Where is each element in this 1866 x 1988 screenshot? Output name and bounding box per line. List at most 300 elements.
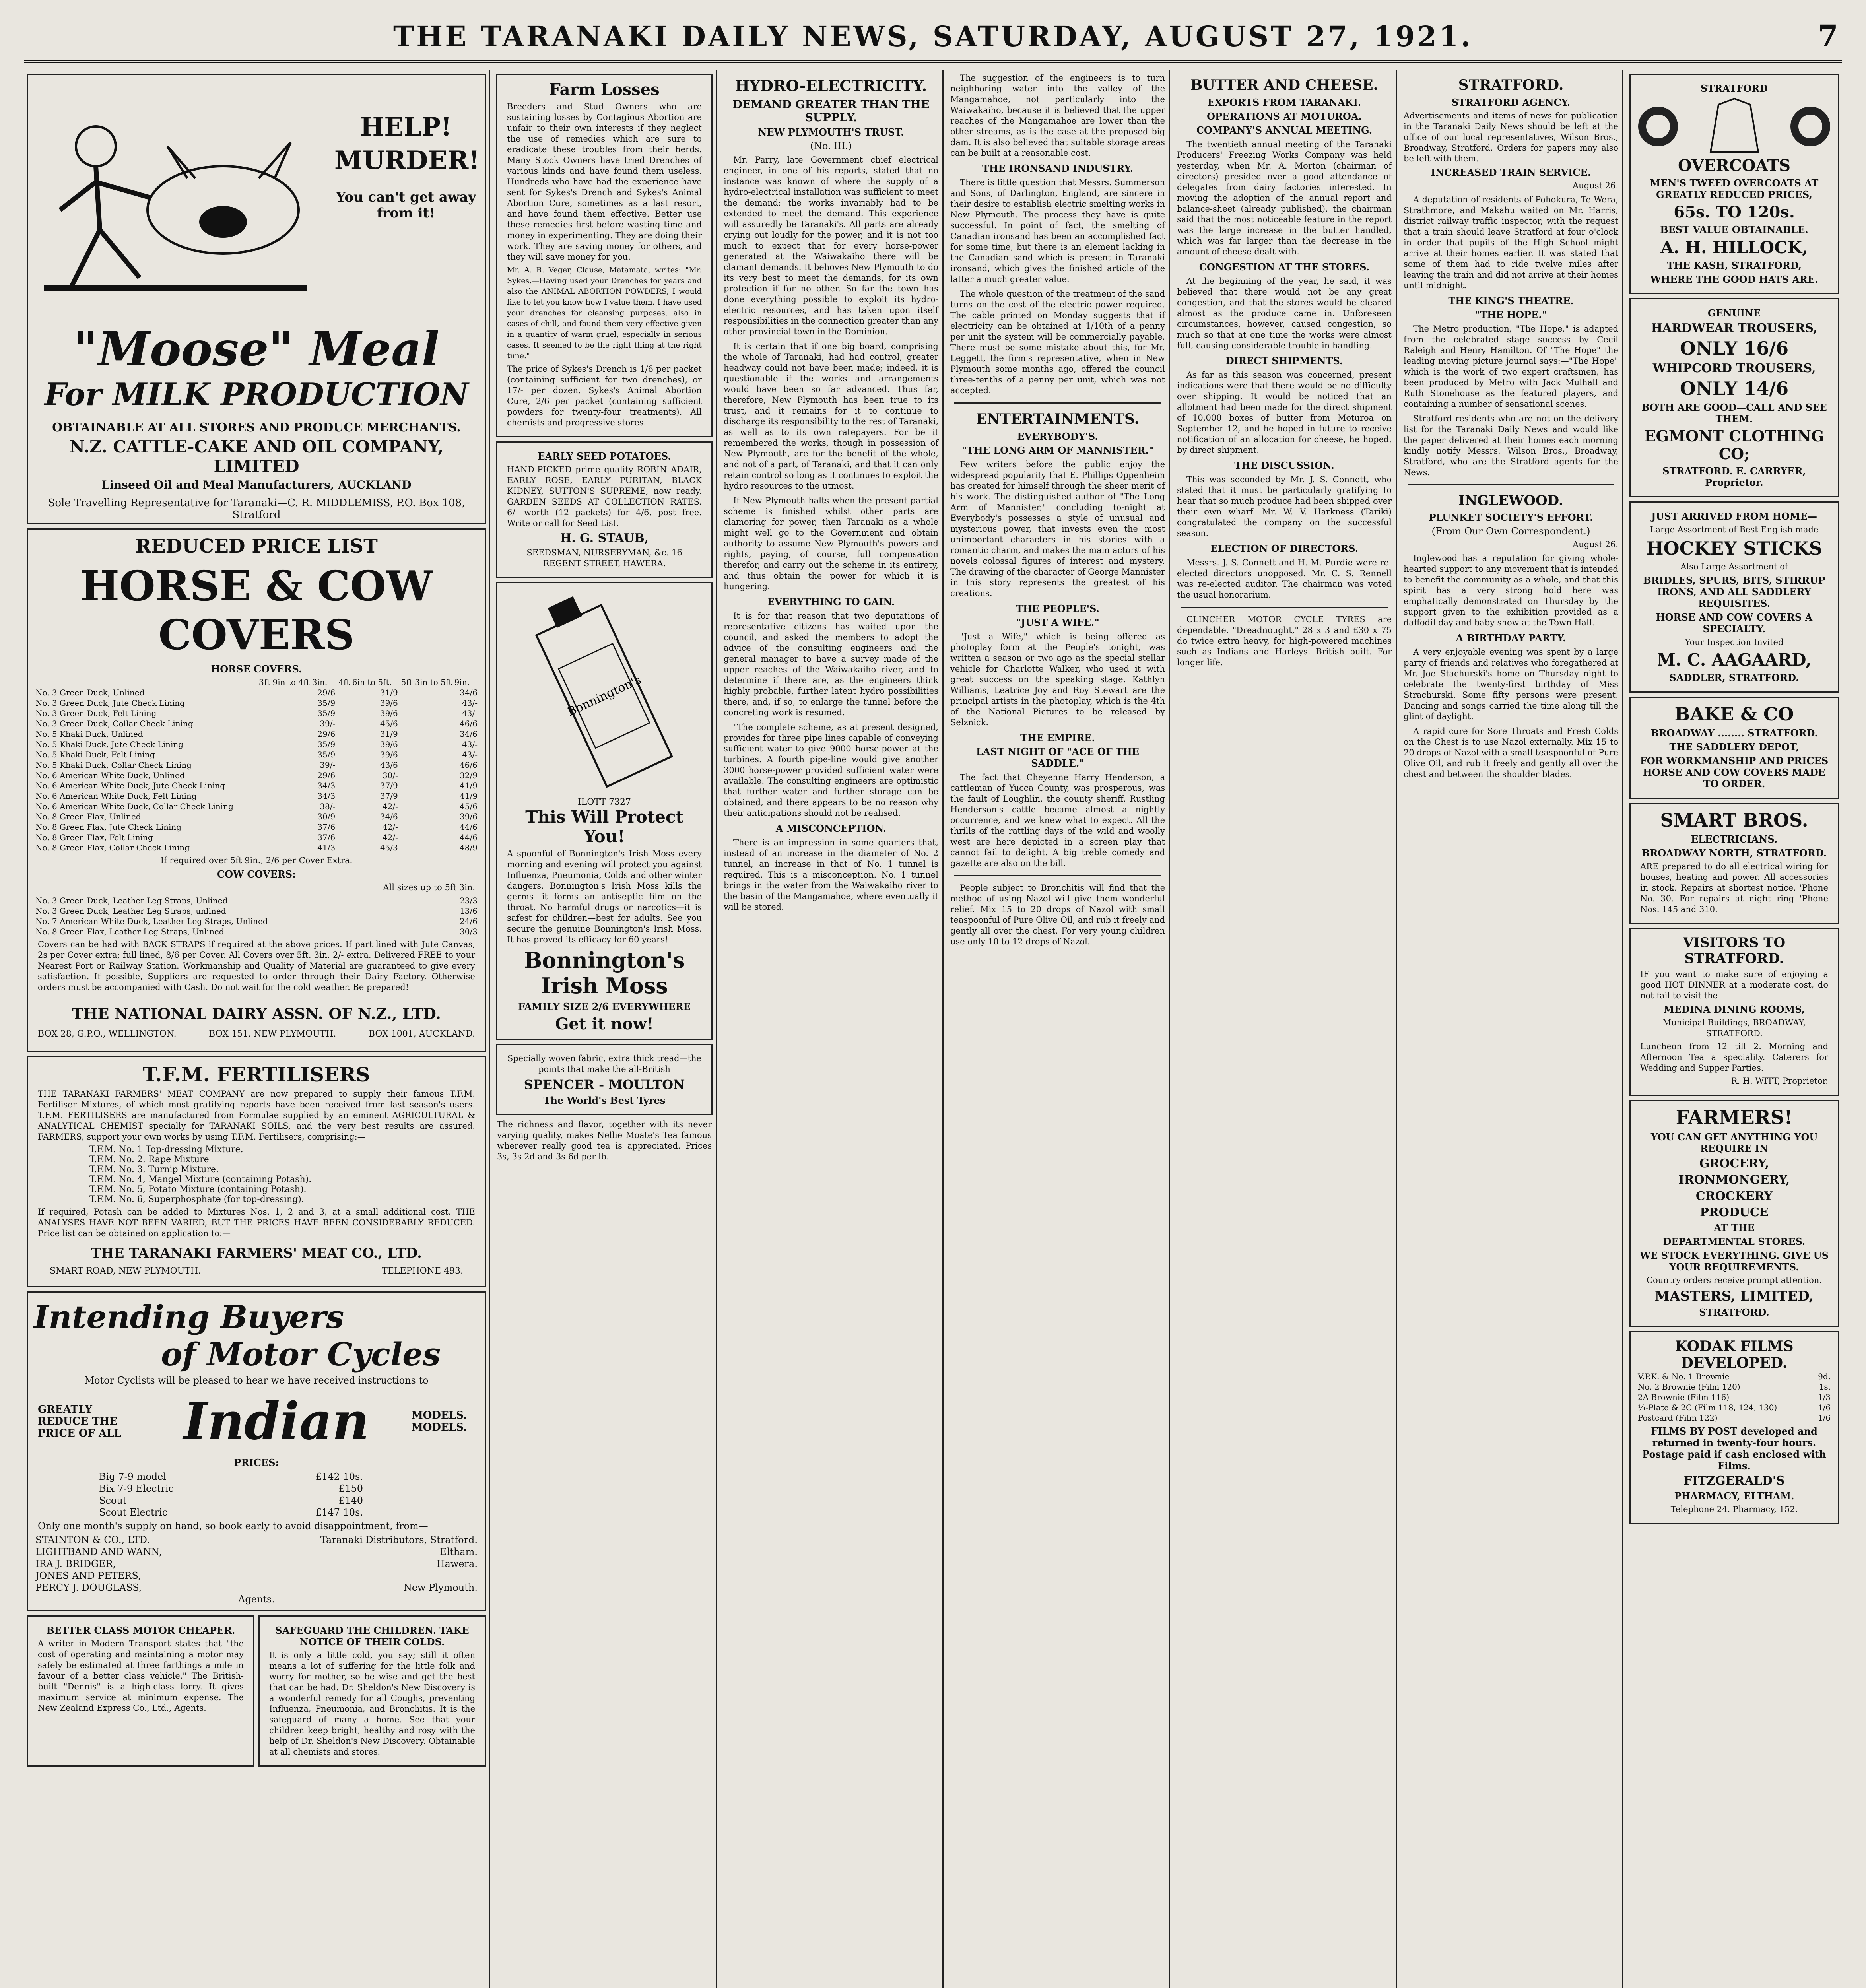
table-row xyxy=(34,906,479,916)
table-cell: 45/6 xyxy=(460,802,478,811)
table-cell: Scout Electric xyxy=(99,1507,168,1518)
table-row xyxy=(34,1546,479,1558)
table-cell: No. 3 Green Duck, Unlined xyxy=(35,688,145,697)
table-cell: 42/- xyxy=(382,833,398,842)
indian-title-2: of Motor Cycles xyxy=(161,1336,441,1373)
table-cell: 29/6 xyxy=(317,771,336,780)
table-cell: No. 3 Green Duck, Jute Check Lining xyxy=(35,698,185,708)
tfm-intro: THE TARANAKI FARMERS' MEAT COMPANY are now prepared to supply their famous T.F.M. Fertiliser Mixtures, of which most gratifying reports have been received from last season's users. T.F.M. FERTILISERS are manufactured from Formulae supplied by an eminent AGRICULTURAL & ANALYTICAL CHEMIST specially for TARANAKI SOILS, and the very best results are assured. FARMERS, support your own works by using T.F.M. Fertilisers, comprising:— xyxy=(38,1089,475,1142)
article-paragraph: The whole question of the treatment of the sand turns on the cost of the electric power required. The cable printed on Monday suggests that if electricity can be obtained at 1/10th of a penny per unit the system will be commercially payable. There must be some mistake about this, for Mr. Leggett, the firm's representative, when in New Plymouth some months ago, offered the council three-tenths of a penny per unit, which was not accepted. xyxy=(950,289,1165,395)
seed-text: HAND-PICKED prime quality ROBIN ADAIR, EARLY ROSE, EARLY PURITAN, BLACK KIDNEY, SUTTON'S SUPREME, now ready. GARDEN SEEDS AT COLLECTION RATES. 6/- worth (12 packets) for 4/6, post free. Write or call for Seed List. xyxy=(507,465,702,528)
list-item: T.F.M. No. 3, Turnip Mixture. xyxy=(89,1165,219,1175)
page-number: 7 xyxy=(1817,19,1838,53)
stratford-agency-text: Advertisements and items of news for publication in the Taranaki Daily News should be left at the office of our local representatives, Wilson Bros., Broadway, Stratford. Orders for papers may also be left with them. xyxy=(1404,111,1618,163)
article-paragraph: At the beginning of the year, he said, it was believed that there would not be any great congestion, and that the stores would be cleared almost as the produce came in. Unforeseen circumstances, however, caused congestion, so much so that at one time the works were almost full, causing considerable trouble in handling. xyxy=(1177,276,1392,350)
medina-ad xyxy=(1629,928,1839,1096)
indian-motorcycle-ad xyxy=(27,1291,486,1611)
bonnington-brand: Bonnington's xyxy=(524,947,685,973)
egmont-name: EGMONT CLOTHING CO; xyxy=(1644,427,1824,463)
article-subtitle: DEMAND GREATER THAN THE SUPPLY. xyxy=(732,98,930,124)
article-part: (No. III.) xyxy=(810,140,852,151)
safeguard-title: SAFEGUARD THE CHILDREN. TAKE NOTICE OF THEIR COLDS. xyxy=(275,1625,469,1648)
table-cell: 34/3 xyxy=(317,781,336,790)
article-paragraph: This was seconded by Mr. J. S. Connett, who stated that it must be particularly gratifying to hear that so much produce had been shipped over their own wharf. Mr. W. V. Harkness (Tariki) congratulated the company on the successful season. xyxy=(1177,475,1392,538)
table-cell: IRA J. BRIDGER, xyxy=(35,1558,116,1569)
tfm-phone: TELEPHONE 493. xyxy=(382,1266,463,1276)
table-cell: 23/3 xyxy=(460,896,478,905)
table-cell: 34/6 xyxy=(380,812,398,821)
table-header: 3ft 9in to 4ft 3in. xyxy=(259,678,328,687)
indian-intro: Motor Cyclists will be pleased to hear we have received instructions to xyxy=(84,1375,429,1386)
table-cell: 39/6 xyxy=(380,709,398,718)
produce: PRODUCE xyxy=(1700,1206,1769,1219)
seed-title: EARLY SEED POTATOES. xyxy=(538,450,671,462)
table-cell: V.P.K. & No. 1 Brownie xyxy=(1638,1372,1730,1381)
bake-address: BROADWAY ........ STRATFORD. xyxy=(1650,727,1818,739)
telephone: Telephone 24. Pharmacy, 152. xyxy=(1670,1505,1798,1514)
table-cell: No. 8 Green Flax, Leather Leg Straps, Unlined xyxy=(35,927,224,936)
table-row xyxy=(34,687,479,698)
table-header-row xyxy=(34,677,479,687)
dateline: August 26. xyxy=(1573,540,1618,549)
moose-product: For MILK PRODUCTION xyxy=(44,377,469,413)
smart-text: ARE prepared to do all electrical wiring for houses, heating and power. All accessories in stock. Repairs at shortest notice. 'Phone No. 30. For repairs at night ring 'Phone Nos. 145 and 310. xyxy=(1640,862,1828,914)
fits-badge-icon xyxy=(1788,105,1832,148)
table-cell: 31/9 xyxy=(380,729,398,739)
article-paragraph: Inglewood has a reputation for giving whole-hearted support to any movement that is intended to benefit the community as a whole, and that this spirit has a very strong hold here was emphatically demonstrated on Thursday by the support given to the exhibition provided as a daffodil day and baby show at the Town Hall. xyxy=(1404,553,1618,627)
table-row xyxy=(34,729,479,739)
table-cell: Eltham. xyxy=(440,1546,478,1557)
article-paragraph: "Just a Wife," which is being offered as photoplay form at the People's tonight, was written a season or two ago as the special stellar vehicle for Charlotte Walker, who used it with great success on the speaking stage. Kathlyn Williams, Leatrice Joy and Roy Stewart are the principal artists in the photoplay, which is the 4th of the National Pictures to be released by Selznick. xyxy=(950,632,1165,727)
crockery: CROCKERY xyxy=(1695,1189,1773,1203)
seed-desc: SEEDSMAN, NURSERYMAN, &c. 16 REGENT STREET, HAWERA. xyxy=(526,548,682,568)
table-cell: No. 6 American White Duck, Felt Lining xyxy=(35,791,197,801)
ace-of-saddle-heading: LAST NIGHT OF "ACE OF THE SADDLE." xyxy=(976,746,1139,769)
cow-covers-table xyxy=(34,895,479,937)
table-row xyxy=(34,1534,479,1546)
safeguard-text: It is only a little cold, you say; still it often means a lot of suffering for the little folk and worry for mother, so be wise and get the best that can be had. Dr. Sheldon's New Discovery is a wonderful remedy for all Coughs, preventing Influenza, Pneumonia, and Bronchitis. It is the safeguard of many a home. See that your children keep bright, healthy and rosy with the help of Dr. Sheldon's New Discovery. Obtainable at all chemists and stores. xyxy=(269,1650,475,1757)
stock-everything: WE STOCK EVERYTHING. GIVE US YOUR REQUIREMENTS. xyxy=(1640,1250,1829,1273)
pharmacy: PHARMACY, ELTHAM. xyxy=(1674,1490,1794,1502)
table-row xyxy=(34,916,479,926)
table-cell: £140 xyxy=(338,1495,363,1506)
country-orders: Country orders receive prompt attention. xyxy=(1646,1276,1822,1285)
masters-town: STRATFORD. xyxy=(1699,1307,1769,1318)
table-cell: 30/9 xyxy=(317,812,336,821)
tfm-address: SMART ROAD, NEW PLYMOUTH. xyxy=(50,1266,201,1276)
at-the: AT THE xyxy=(1714,1222,1755,1233)
table-cell: 34/6 xyxy=(460,688,478,697)
table-row xyxy=(1636,1413,1832,1423)
peoples-heading: THE PEOPLE'S. xyxy=(1016,603,1099,614)
table-cell: 31/9 xyxy=(380,688,398,697)
masthead-title: THE TARANAKI DAILY NEWS, SATURDAY, AUGUST 27, 1921. xyxy=(393,20,1473,53)
kash-address: THE KASH, STRATFORD, xyxy=(1667,260,1802,271)
saddler: SADDLER, STRATFORD. xyxy=(1669,672,1799,683)
table-row xyxy=(34,843,479,853)
farm-losses-ad xyxy=(496,74,713,437)
table-cell: 37/6 xyxy=(317,822,336,832)
nazol-item: A rapid cure for Sore Throats and Fresh Colds on the Chest is to use Nazol externally. Mix 15 to 20 drops of Nazol with a small teaspoonful of Pure Olive Oil, and rub it freely and gently all over the chest and between the shoulder blades. xyxy=(1404,726,1618,779)
table-cell: No. 8 Green Flax, Jute Check Lining xyxy=(35,822,182,832)
article-subheading: THE IRONSAND INDUSTRY. xyxy=(982,163,1133,174)
table-cell: 39/6 xyxy=(460,812,478,821)
table-cell: Postcard (Film 122) xyxy=(1638,1413,1718,1423)
article-paragraph: Stratford residents who are not on the delivery list for the Taranaki Daily News and would like the paper delivered at their homes each morning kindly notify Messrs. Wilson Bros., Broadway, Stratford, who are the Stratford agents for the News. xyxy=(1404,414,1618,477)
bonnington-ad xyxy=(496,582,713,1040)
train-service-heading: INCREASED TRAIN SERVICE. xyxy=(1431,167,1591,178)
table-row xyxy=(34,1558,479,1570)
table-cell: 32/9 xyxy=(460,771,478,780)
moose-rep: Sole Travelling Representative for Taranaki—C. R. MIDDLEMISS, P.O. Box 108, Stratford xyxy=(48,497,465,521)
article-paragraph: The twentieth annual meeting of the Taranaki Producers' Freezing Works Company was held yesterday, when Mr. A. Morton (chairman of directors) presided over a good attendance of delegates from dairy factories interested. In moving the adoption of the annual report and balance-sheet (already published), the chairman said that the most noticeable feature in the report was the large increase in the butter handled, which was far larger than the decrease in the amount of cheese dealt with. xyxy=(1177,140,1392,256)
coat-icon xyxy=(1707,97,1762,156)
table-cell: 43/- xyxy=(462,698,478,708)
motor-cheaper-item xyxy=(27,1615,254,1767)
table-cell: 44/6 xyxy=(460,833,478,842)
table-cell: STAINTON & CO., LTD. xyxy=(35,1534,150,1545)
table-row xyxy=(34,822,479,832)
table-cell: 2A Brownie (Film 116) xyxy=(1638,1392,1730,1402)
moose-company: N.Z. CATTLE-CAKE AND OIL COMPANY, LIMITED xyxy=(69,437,444,476)
inglewood-title: INGLEWOOD. xyxy=(1458,493,1563,509)
table-row xyxy=(34,895,479,906)
table-cell: No. 5 Khaki Duck, Unlined xyxy=(35,729,143,739)
bake-co-ad xyxy=(1629,697,1839,799)
table-cell: JONES AND PETERS, xyxy=(35,1570,141,1581)
saddlery-depot: THE SADDLERY DEPOT, xyxy=(1669,741,1799,753)
table-cell: No. 3 Green Duck, Felt Lining xyxy=(35,709,157,718)
article-paragraph: Few writers before the public enjoy the widespread popularity that E. Phillips Oppenheim has created for himself through the sheer merit of his work. The distinguished author of "The Long Arm of Mannister," concluding to-night at Everybody's possesses a style of unusual and mysterious power, that invests even the most unimportant characters in his stories with a romantic charm, and makes the main actors of his novels colossal figures of interest and mystery. The drawing of the character of George Mannister in this story represents the greatest of his creations. xyxy=(950,460,1165,598)
table-cell: 37/6 xyxy=(317,833,336,842)
motor-cheaper-title: BETTER CLASS MOTOR CHEAPER. xyxy=(46,1625,235,1636)
table-row xyxy=(34,791,479,801)
farm-losses-letter: Mr. A. R. Veger, Clause, Matamata, writes: "Mr. Sykes,—Having used your Drenches for years and also the ANIMAL ABORTION POWDERS, I would like to let you know how I value them. I have used your drenches for cleansing purposes, also in cases of chill, and found them very effective given in a quantity of warm gruel, especially in serious cases. It seemed to be the right thing at the right time." xyxy=(507,266,702,360)
table-cell: 44/6 xyxy=(460,822,478,832)
table-cell: 42/- xyxy=(382,802,398,811)
box-address: BOX 1001, AUCKLAND. xyxy=(368,1029,475,1039)
table-cell: 35/9 xyxy=(317,740,336,749)
both-good: BOTH ARE GOOD—CALL AND SEE THEM. xyxy=(1641,402,1827,425)
moose-obtain: OBTAINABLE AT ALL STORES AND PRODUCE MERCHANTS. xyxy=(52,421,461,435)
table-cell: ¼-Plate & 2C (Film 118, 124, 130) xyxy=(1638,1403,1777,1412)
nazol-item: People subject to Bronchitis will find that the method of using Nazol will give them wonderful relief. Mix 15 to 20 drops of Nazol with small teaspoonful of Pure Olive Oil, and rub it freely and gently all over the chest. For very young children use only 10 to 12 drops of Nazol. xyxy=(950,883,1165,946)
table-row xyxy=(34,926,479,937)
table-row xyxy=(34,749,479,760)
inspection: Your Inspection Invited xyxy=(1685,637,1784,647)
table-cell: 1/3 xyxy=(1817,1392,1831,1402)
medina-name: MEDINA DINING ROOMS, xyxy=(1664,1004,1805,1015)
article-subheading: A MISCONCEPTION. xyxy=(775,823,887,834)
indian-reduce: GREATLY REDUCE THE PRICE OF ALL xyxy=(38,1404,121,1439)
plunket-heading: PLUNKET SOCIETY'S EFFORT. xyxy=(1429,512,1593,523)
table-cell: No. 8 Green Flax, Felt Lining xyxy=(35,833,153,842)
table-cell: 34/3 xyxy=(317,791,336,801)
table-cell: 1/6 xyxy=(1817,1403,1831,1412)
table-cell: 46/6 xyxy=(460,719,478,728)
bonnington-cta: Get it now! xyxy=(555,1015,654,1033)
article-paragraph: There is little question that Messrs. Summerson and Sons, of Darlington, England, are sincere in their desire to establish electric smelting works in New Plymouth. The process they have is quite successful. In point of fact, the smelting of Canadian ironsand has been an accomplished fact for some time, but there is an element lacking in the Canadian sand which is present in Taranaki ironsand, which gives the finished article of the latter a much greater value. xyxy=(950,178,1165,284)
table-cell: No. 6 American White Duck, Unlined xyxy=(35,771,185,780)
table-row xyxy=(34,801,479,812)
indian-models: MODELS. MODELS. xyxy=(412,1409,467,1433)
table-cell: No. 6 American White Duck, Collar Check Lining xyxy=(35,802,233,811)
table-cell: £147 10s. xyxy=(315,1507,363,1518)
table-cell: No. 8 Green Flax, Collar Check Lining xyxy=(35,843,190,852)
list-item: T.F.M. No. 1 Top-dressing Mixture. xyxy=(89,1145,243,1155)
table-cell: 45/3 xyxy=(380,843,398,852)
table-cell: 35/9 xyxy=(317,698,336,708)
hardwear-trousers: HARDWEAR TROUSERS, xyxy=(1651,321,1817,335)
smart-address: BROADWAY NORTH, STRATFORD. xyxy=(1641,847,1827,859)
whipcord-trousers: WHIPCORD TROUSERS, xyxy=(1652,361,1816,375)
list-item: T.F.M. No. 6, Superphosphate (for top-dressing). xyxy=(89,1194,304,1204)
table-cell: 1/6 xyxy=(1817,1413,1831,1423)
article-subheading: EVERYTHING TO GAIN. xyxy=(767,596,895,608)
bridles: BRIDLES, SPURS, BITS, STIRRUP IRONS, AND ALL SADDLERY REQUISITES. xyxy=(1643,575,1825,609)
grocery: GROCERY, xyxy=(1699,1157,1769,1171)
visitors-text: IF you want to make sure of enjoying a good HOT DINNER at a moderate cost, do not fail to visit the xyxy=(1640,969,1828,1000)
motor-cheaper-text: A writer in Modern Transport states that "the cost of operating and maintaining a motor may safely be estimated at three farthings a mile in favour of a better class vehicle." The British-built "Dennis" is a high-class lorry. It gives maximum service at minimum expense. The New Zealand Express Co., Ltd., Agents. xyxy=(38,1639,244,1713)
cow-covers-heading: COW COVERS: xyxy=(217,868,296,880)
discussion-heading: THE DISCUSSION. xyxy=(1234,460,1334,471)
hockey-sticks: HOCKEY STICKS xyxy=(1646,538,1822,559)
fitzgerald-name: FITZGERALD'S xyxy=(1683,1474,1785,1488)
oversize-note: If required over 5ft 9in., 2/6 per Cover Extra. xyxy=(160,856,353,865)
table-header: 4ft 6in to 5ft. xyxy=(338,678,392,687)
table-cell: 29/6 xyxy=(317,729,336,739)
table-cell: Taranaki Distributors, Stratford. xyxy=(320,1534,478,1545)
table-cell: No. 7 American White Duck, Leather Leg Straps, Unlined xyxy=(35,916,268,926)
article-paragraph: A very enjoyable evening was spent by a large party of friends and relatives who foregathered at Mr. Joe Stachurski's home on Thursday night to celebrate the twenty-first birthday of Miss Strachurski. Some fifty persons were present. Dancing and songs carried the time along till the glint of daylight. xyxy=(1404,647,1618,721)
indian-stock: Only one month's supply on hand, so book early to avoid disappointment, from— xyxy=(38,1520,428,1532)
kodak-price-table xyxy=(1636,1371,1832,1423)
table-cell: 37/9 xyxy=(380,791,398,801)
medina-text: Luncheon from 12 till 2. Morning and Afternoon Tea a speciality. Caterers for Wedding and Supper Parties. xyxy=(1640,1042,1828,1073)
table-cell: 43/- xyxy=(462,740,478,749)
covers-specialty: HORSE AND COW COVERS A SPECIALTY. xyxy=(1656,612,1813,635)
butter-exports: EXPORTS FROM TARANAKI. xyxy=(1207,97,1361,108)
indian-price-table xyxy=(97,1471,365,1518)
table-cell: 39/- xyxy=(320,719,336,728)
horse-covers-table xyxy=(34,677,479,853)
table-row xyxy=(34,760,479,770)
butter-title: BUTTER AND CHEESE. xyxy=(1190,77,1379,93)
indian-logo: Indian xyxy=(183,1392,369,1451)
tfm-title: T.F.M. FERTILISERS xyxy=(143,1063,370,1086)
hillock-ad xyxy=(1629,74,1839,294)
table-row xyxy=(34,1582,479,1594)
help-murder-heading: HELP! MURDER! xyxy=(334,112,480,175)
table-cell: 39/6 xyxy=(380,698,398,708)
table-cell: 48/9 xyxy=(460,843,478,852)
birthday-heading: A BIRTHDAY PARTY. xyxy=(1456,632,1566,644)
table-row xyxy=(34,812,479,822)
article-paragraph: The fact that Cheyenne Harry Henderson, a cattleman of Yucca County, was prosperous, was the fault of Loughlin, the county sheriff. Rustling Henderson's cattle became almost a nightly occurrence, and we knew what to expect. All the thrills of the rattling days of the wild and woolly west are here depicted in a screen play that cannot fail to delight. A big treble comedy and gazette are also on the bill. xyxy=(950,773,1165,868)
clincher-tyres-item: CLINCHER MOTOR CYCLE TYRES are dependable. "Dreadnought," 28 x 3 and £30 x 75 do twice extra heavy, for high-powered machines such as Indians and Harleys. British built. For longer life. xyxy=(1177,615,1392,667)
moose-meal-ad xyxy=(27,74,486,524)
article-paragraph: It is certain that if one big board, comprising the whole of Taranaki, had had control, greater headway could not have been made; indeed, it is questionable if the works and arrangements would have been so far advanced. Thus far, therefore, New Plymouth has been true to its trust, and it remains for it to continue to discharge its responsibility to the rest of Taranaki, as well as to its own ratepayers. For be it remembered the works, though in possession of New Plymouth, are for the benefit of the whole, and not of a part, of Taranaki, and that it can only retain control so long as it continues to exploit the hydro resources to the utmost. xyxy=(724,342,938,491)
table-cell: £150 xyxy=(338,1483,363,1494)
dairy-association: THE NATIONAL DAIRY ASSN. OF N.Z., LTD. xyxy=(72,1005,441,1023)
congestion-heading: CONGESTION AT THE STORES. xyxy=(1199,261,1370,273)
visitors-heading: VISITORS TO STRATFORD. xyxy=(1683,935,1786,967)
bonnington-headline: This Will Protect You! xyxy=(525,807,683,846)
table-cell: 34/6 xyxy=(460,729,478,739)
moose-tagline: You can't get away from it! xyxy=(336,189,476,221)
table-row xyxy=(34,739,479,749)
bonnington-irish-moss: Irish Moss xyxy=(541,973,668,998)
covers-title: HORSE & COW COVERS xyxy=(80,561,433,659)
indian-agents-table xyxy=(34,1534,479,1594)
column-3-hydro-electricity xyxy=(720,70,944,1988)
bottle-code: ILOTT 7327 xyxy=(577,797,631,807)
article-paragraph: As far as this season was concerned, present indications were that there would be no difficulty over shipping. It would be noticed that an allotment had been made for the direct shipment of 10,000 boxes of butter from Moturoa on September 12, and he hoped in future to receive notification of an allocation for cheese, he hoped, by direct shipment. xyxy=(1177,370,1392,455)
article-paragraph: "The complete scheme, as at present designed, provides for three pipe lines capable of conveying sufficient water to give 9000 horse-power at the turbines. A fourth pipe-line would give another 3000 horse-power provided sufficient water were available. The consulting engineers are optimistic that further water and further storage can be obtained, and there appears to be no reason why their anticipations should not be realised. xyxy=(724,722,938,818)
table-cell: £142 10s. xyxy=(315,1471,363,1482)
tfm-note: If required, Potash can be added to Mixtures Nos. 1, 2 and 3, at a small additional cost. THE ANALYSES HAVE NOT BEEN VARIED, BUT THE PRICES HAVE BEEN CONSIDERABLY REDUCED. Price list can be obtained on application to:— xyxy=(38,1207,475,1238)
table-row xyxy=(1636,1392,1832,1402)
whipcord-price: ONLY 14/6 xyxy=(1680,378,1789,399)
article-section: NEW PLYMOUTH'S TRUST. xyxy=(758,126,904,138)
medina-address: Municipal Buildings, BROADWAY, STRATFORD. xyxy=(1662,1018,1806,1038)
table-cell: 42/- xyxy=(382,822,398,832)
reduced-price-heading: REDUCED PRICE LIST xyxy=(135,535,378,557)
table-header xyxy=(34,677,257,687)
kodak-heading: KODAK FILMS xyxy=(1675,1338,1794,1355)
table-cell: LIGHTBAND AND WANN, xyxy=(35,1546,162,1557)
just-a-wife-heading: "JUST A WIFE." xyxy=(1016,617,1099,628)
table-cell: 41/3 xyxy=(317,843,336,852)
aagaard-name: M. C. AAGAARD, xyxy=(1657,650,1812,670)
everybodys-heading: EVERYBODY'S. xyxy=(1017,431,1098,442)
article-paragraph: If New Plymouth halts when the present partial scheme is finished whilst other parts are clamoring for power, then Taranaki as a whole might well go to the Government and obtain authority to assume New Plymouth's powers and rights, paying, of course, full compensation therefor, and carry out the scheme in its entirety, and thus obtain the power for which it is hungering. xyxy=(724,496,938,591)
table-cell: New Plymouth. xyxy=(403,1582,478,1593)
aagaard-ad xyxy=(1629,501,1839,693)
entertainments-title: ENTERTAINMENTS. xyxy=(976,411,1140,427)
kings-theatre-heading: THE KING'S THEATRE. xyxy=(1448,295,1574,307)
cow-sizes: All sizes up to 5ft 3in. xyxy=(383,883,475,892)
article-paragraph: There is an impression in some quarters that, instead of an increase in the diameter of No. 2 tunnel, an increase in that of No. 1 tunnel is required. This is a misconception. No. 1 tunnel brings in the water from the Waiwakaiho river to the basin of the Mangamahoe, where eventually it will be stored. xyxy=(724,838,938,912)
farm-losses-title: Farm Losses xyxy=(549,80,660,99)
table-cell: 39/6 xyxy=(380,750,398,759)
butter-meeting: COMPANY'S ANNUAL MEETING. xyxy=(1196,124,1373,136)
table-cell: 30/- xyxy=(382,771,398,780)
table-cell: No. 6 American White Duck, Jute Check Lining xyxy=(35,781,225,790)
departmental-stores: DEPARTMENTAL STORES. xyxy=(1663,1236,1806,1247)
tfm-company: THE TARANAKI FARMERS' MEAT CO., LTD. xyxy=(91,1245,422,1261)
article-paragraph: The Metro production, "The Hope," is adapted from the celebrated stage success by Cecil Raleigh and Henry Hamilton. Of "The Hope" the leading moving picture journal says:—"The Hope" which is the work of two expert craftsmen, has been produced by Metro with Jack Mulhall and Ruth Stonehouse as the featured players, and containing a number of sensational scenes. xyxy=(1404,324,1618,409)
tfm-fertilisers-ad xyxy=(27,1056,486,1287)
table-header: 5ft 3in to 5ft 9in. xyxy=(401,678,470,687)
table-cell: 45/6 xyxy=(380,719,398,728)
table-row xyxy=(97,1495,365,1507)
bottle-label: Bonnington's xyxy=(565,673,643,719)
article-title: HYDRO-ELECTRICITY. xyxy=(735,77,927,95)
table-row xyxy=(97,1471,365,1483)
safeguard-children-item xyxy=(258,1615,486,1767)
article-paragraph: A deputation of residents of Pohokura, Te Wera, Strathmore, and Makahu waited on Mr. Harris, district railway traffic inspector, with the request that a train should leave Stratford at four o'clock in order that pupils of the High School might arrive at their homes earlier. It was stated that some of them had to ride twelve miles after leaving the train and did not arrive at their homes until midnight. xyxy=(1404,195,1618,290)
spencer-moulton-ad xyxy=(496,1044,713,1115)
overcoats-heading: OVERCOATS xyxy=(1678,156,1791,175)
bonnington-text: A spoonful of Bonnington's Irish Moss every morning and evening will protect you against Influenza, Pneumonia, Colds and other winter dangers. Bonnington's Irish Moss kills the germs—it forms an antiseptic film on the throat. No harmful drugs or narcotics—it is safest for children—best for adults. See you secure the genuine Bonnington's Irish Moss. It has proved its efficacy for 60 years! xyxy=(507,849,702,944)
seed-potatoes-ad xyxy=(496,441,713,578)
hillock-town: STRATFORD xyxy=(1700,83,1768,94)
smart-name: SMART BROS. xyxy=(1660,810,1808,831)
hardwear-price: ONLY 16/6 xyxy=(1680,338,1789,359)
table-cell: 43/- xyxy=(462,750,478,759)
overcoat-price: 65s. TO 120s. xyxy=(1674,203,1795,221)
table-cell: No. 3 Green Duck, Collar Check Lining xyxy=(35,719,193,728)
column-2 xyxy=(493,70,717,1988)
bake-workmanship: FOR WORKMANSHIP AND PRICES HORSE AND COW COVERS MADE TO ORDER. xyxy=(1640,755,1829,790)
horse-cow-covers-ad xyxy=(27,528,486,1052)
table-cell: 38/- xyxy=(320,802,336,811)
table-row xyxy=(34,718,479,729)
table-cell: 35/9 xyxy=(317,750,336,759)
egmont-location: STRATFORD. E. CARRYER, Proprietor. xyxy=(1662,465,1806,488)
moose-brand: "Moose" Meal xyxy=(73,321,440,377)
list-item: T.F.M. No. 4, Mangel Mixture (containing Potash). xyxy=(89,1175,312,1184)
table-row xyxy=(34,708,479,718)
farmers-heading: FARMERS! xyxy=(1676,1107,1793,1129)
table-cell: 37/9 xyxy=(380,781,398,790)
masthead xyxy=(24,16,1842,63)
butter-operations: OPERATIONS AT MOTUROA. xyxy=(1207,111,1362,122)
table-cell: 29/6 xyxy=(317,688,336,697)
table-cell: No. 2 Brownie (Film 120) xyxy=(1638,1382,1740,1392)
indian-prices-label: PRICES: xyxy=(234,1457,279,1468)
tea-item: The richness and flavor, together with its never varying quality, makes Nellie Moate's Tea famous wherever really good tea is appreciated. Prices 3s, 3s 2d and 3s 6d per lb. xyxy=(497,1120,712,1161)
spencer-tagline: The World's Best Tyres xyxy=(543,1095,666,1106)
table-cell: No. 3 Green Duck, Leather Leg Straps, unlined xyxy=(35,906,226,916)
table-cell: 30/3 xyxy=(460,927,478,936)
seed-name: H. G. STAUB, xyxy=(560,531,649,545)
table-cell: 35/9 xyxy=(317,709,336,718)
column-4 xyxy=(946,70,1170,1988)
fits-badge-icon xyxy=(1636,105,1680,148)
best-value: BEST VALUE OBTAINABLE. xyxy=(1660,224,1808,235)
egmont-clothing-ad xyxy=(1629,298,1839,497)
masters-ad xyxy=(1629,1100,1839,1327)
bake-name: BAKE & CO xyxy=(1674,703,1794,725)
mens-overcoats: MEN'S TWEED OVERCOATS AT GREATLY REDUCED PRICES, xyxy=(1650,177,1819,200)
bonnington-size: FAMILY SIZE 2/6 EVERYWHERE xyxy=(518,1001,691,1012)
table-row xyxy=(34,698,479,708)
also-label: Also Large Assortment of xyxy=(1680,562,1788,571)
article-paragraph: It is for that reason that two deputations of representative citizens has waited upon the council, and asked the members to adopt the advice of the consulting engineers and the general manager to have a survey made of the upper reaches of the Waiwakaiho river, and to determine if there are, as the engineers think highly probable, further latent hydro possibilities there, and, if so, to enlarge the tunnel before the concreting work is resumed. xyxy=(724,611,938,717)
films-by-post: FILMS BY POST developed and returned in twenty-four hours. Postage paid if cash enclosed with Films. xyxy=(1642,1425,1826,1472)
table-cell: No. 5 Khaki Duck, Jute Check Lining xyxy=(35,740,184,749)
tfm-items xyxy=(89,1145,479,1204)
table-row xyxy=(34,780,479,791)
advertisements-left xyxy=(24,70,490,1988)
table-cell: Hawera. xyxy=(436,1558,478,1569)
table-cell: 24/6 xyxy=(460,916,478,926)
covers-notes: Covers can be had with BACK STRAPS if required at the above prices. If part lined with Jute Canvas, 2s per Cover extra; full lined, 8/6 per Cover. All Covers over 5ft. 3in. 2/- extra. Delivered FREE to your Nearest Port or Railway Station. Workmanship and Quality of Material are guaranteed to give every satisfaction. If possible, Suppliers are requested to order through their Dairy Factory. Otherwise orders must be accompanied with Cash. Do not wait for the cold weather. Be prepared! xyxy=(38,940,475,992)
table-cell: 9d. xyxy=(1818,1372,1831,1381)
column-5-butter-cheese xyxy=(1173,70,1397,1988)
direct-shipments-heading: DIRECT SHIPMENTS. xyxy=(1225,355,1343,367)
medina-proprietor: R. H. WITT, Proprietor. xyxy=(1731,1076,1828,1086)
table-cell: 43/6 xyxy=(380,760,398,770)
list-item: T.F.M. No. 2, Rape Mixture xyxy=(89,1155,209,1165)
developed-heading: DEVELOPED. xyxy=(1681,1355,1788,1371)
indian-agents-label: Agents. xyxy=(238,1594,275,1605)
kodak-ad xyxy=(1629,1331,1839,1524)
election-heading: ELECTION OF DIRECTORS. xyxy=(1210,543,1359,554)
stratford-title: STRATFORD. xyxy=(1458,77,1564,93)
